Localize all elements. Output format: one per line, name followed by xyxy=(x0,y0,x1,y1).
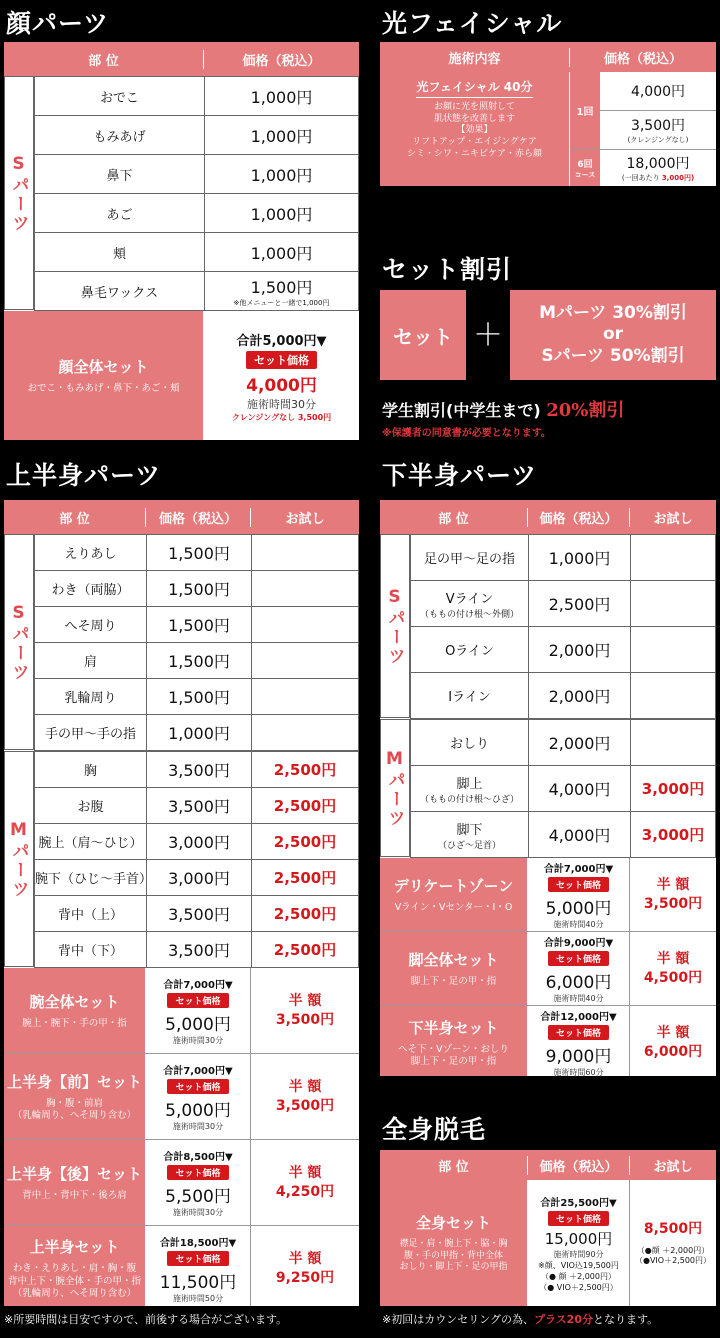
part-name xyxy=(35,679,147,715)
table-row xyxy=(35,535,359,571)
course-label: コース xyxy=(574,170,596,179)
discount-or: or xyxy=(602,324,624,345)
table-row xyxy=(411,581,716,627)
part-label: 足の甲～足の指 xyxy=(423,552,515,567)
discount-m: Mパーツ 30%割引 xyxy=(539,303,687,324)
part-name: もみあげ xyxy=(35,116,205,155)
part-label: お腹 xyxy=(77,800,104,815)
part-trial: 3,000円 xyxy=(631,766,716,812)
lower-table xyxy=(380,500,716,1076)
col-part: 部 位 xyxy=(4,50,204,69)
part-price: 3,500円 xyxy=(147,752,252,788)
body-opt2: （● VIO＋2,500円） xyxy=(539,1282,618,1292)
price-value: 1,000円 xyxy=(250,126,313,146)
part-name: 鼻下 xyxy=(35,155,205,194)
col-price: 価格（税込） xyxy=(146,508,251,527)
note-a: ※初回はカウンセリングの為、 xyxy=(382,1313,534,1326)
set-row xyxy=(4,968,359,1054)
body-set-desc: 襟足・肩・腕上下・脇・胸 腹・手の甲指・背中全体 おしり・脚上下・足の甲指 xyxy=(399,1238,508,1273)
part-trial xyxy=(631,581,716,627)
set-badge: セット価格 xyxy=(167,1079,228,1094)
lower-m-rows xyxy=(410,719,716,858)
set-price: 5,000円 xyxy=(165,1014,231,1035)
part-label: 脚下 xyxy=(456,822,483,838)
table-row xyxy=(411,720,716,766)
part-name: 鼻毛ワックス xyxy=(35,272,205,311)
body-vio: ※顔、VIO込19,500円 xyxy=(538,1260,619,1270)
part-trial xyxy=(252,571,359,607)
set-trial: 3,500円 xyxy=(275,1011,335,1028)
part-trial: 2,500円 xyxy=(252,896,359,932)
set-desc: 脚上下・足の甲・指 xyxy=(410,975,497,987)
half-label: 半 額 xyxy=(288,1251,322,1268)
price-value: 1,000円 xyxy=(250,243,313,263)
set-time: 施術時間30分 xyxy=(172,1035,224,1045)
body-title: 全身脱毛 xyxy=(382,1115,487,1144)
table-row xyxy=(411,535,716,581)
col-part: 部 位 xyxy=(4,508,146,527)
part-name xyxy=(35,752,147,788)
set-price-cell xyxy=(146,1054,251,1139)
set-name-cell xyxy=(380,858,528,931)
set-desc: Vライン・Vセンター・I・O xyxy=(394,901,513,913)
part-price xyxy=(205,194,359,233)
discount-detail xyxy=(510,290,716,380)
part-price xyxy=(205,233,359,272)
discount-set: セット xyxy=(380,290,466,380)
upper-note: ※所要時間は目安ですので、前後する場合がございます。 xyxy=(4,1313,288,1326)
col-trial: お試し xyxy=(653,1159,693,1175)
part-label: 手の甲～手の指 xyxy=(44,727,136,742)
set-price: 11,500円 xyxy=(159,1272,237,1293)
part-trial: 2,500円 xyxy=(252,788,359,824)
col-part: 部 位 xyxy=(380,508,528,527)
table-row xyxy=(35,233,359,272)
set-desc: 腕上・腕下・手の甲・指 xyxy=(22,1017,127,1029)
table-row xyxy=(35,155,359,194)
set-name: 上半身【前】セット xyxy=(6,1072,142,1091)
body-table xyxy=(380,1150,716,1306)
set-note: クレンジングなし 3,500円 xyxy=(231,412,332,422)
set-time: 施術時間30分 xyxy=(172,1207,224,1217)
student-discount xyxy=(382,396,624,422)
part-price: 2,000円 xyxy=(529,673,631,719)
set-time: 施術時間60分 xyxy=(553,1067,604,1076)
set-name: デリケートゾーン xyxy=(393,876,514,895)
half-label: 半 額 xyxy=(288,1165,322,1182)
facial-price-1: 4,000円 xyxy=(600,72,716,111)
col-price: 価格（税込） xyxy=(528,508,630,527)
set-row xyxy=(4,1140,359,1226)
set-time: 施術時間30分 xyxy=(172,1121,224,1131)
part-price: 1,500円 xyxy=(147,535,252,571)
set-badge: セット価格 xyxy=(246,351,317,369)
part-name xyxy=(411,720,529,766)
table-row xyxy=(35,272,359,311)
set-total: 合計7,000円▼ xyxy=(543,863,614,875)
half-label: 半 額 xyxy=(656,951,690,968)
facial-desc: 肌状態を改善します xyxy=(433,113,515,124)
side-m-label: Mパーツ xyxy=(4,751,34,967)
set-name-cell xyxy=(4,1054,146,1139)
set-price: 9,000円 xyxy=(545,1046,612,1067)
body-note xyxy=(382,1311,658,1327)
part-price: 2,000円 xyxy=(529,720,631,766)
body-total: 合計25,500円▼ xyxy=(540,1197,617,1209)
discount-title: セット割引 xyxy=(382,255,513,284)
discount-s: Sパーツ 50%割引 xyxy=(541,345,685,366)
part-price: 4,000円 xyxy=(529,812,631,858)
part-name: 頬 xyxy=(35,233,205,272)
set-name-cell xyxy=(380,1006,528,1076)
part-trial: 3,000円 xyxy=(631,812,716,858)
table-row xyxy=(411,627,716,673)
set-time: 施術時間40分 xyxy=(553,919,604,929)
set-price: 5,000円 xyxy=(165,1100,231,1121)
facial-desc: 【効果】 xyxy=(456,125,493,136)
part-label: 腕上（肩～ひじ） xyxy=(38,836,143,851)
set-price-cell xyxy=(528,1006,630,1076)
set-price: 5,500円 xyxy=(165,1186,231,1207)
set-total: 合計9,000円▼ xyxy=(543,937,614,949)
set-name: 顔全体セット xyxy=(58,358,149,377)
part-trial xyxy=(252,607,359,643)
set-badge: セット価格 xyxy=(548,951,609,966)
upper-s-rows xyxy=(34,534,359,751)
set-trial-cell xyxy=(251,1140,359,1225)
lower-s-rows xyxy=(410,534,716,719)
set-row xyxy=(380,1006,716,1076)
part-trial: 2,500円 xyxy=(252,932,359,968)
set-trial: 3,500円 xyxy=(643,895,703,912)
note-b: となります。 xyxy=(592,1313,659,1326)
student-label: 学生割引(中学生まで) xyxy=(382,401,541,420)
part-label: Iライン xyxy=(448,690,491,705)
facial-name: 光フェイシャル 40分 xyxy=(416,78,532,98)
facial-price-2: 3,500円 xyxy=(630,117,686,134)
part-trial xyxy=(631,535,716,581)
set-trial: 4,250円 xyxy=(275,1183,335,1200)
part-price xyxy=(205,116,359,155)
set-trial: 9,250円 xyxy=(275,1269,335,1286)
part-name xyxy=(35,932,147,968)
price-value: 1,000円 xyxy=(250,87,313,107)
set-price: 6,000円 xyxy=(545,972,612,993)
table-row xyxy=(35,116,359,155)
upper-m-rows xyxy=(34,751,359,968)
part-price xyxy=(205,272,359,311)
table-row xyxy=(35,571,359,607)
side-s-label: Sパーツ xyxy=(4,76,34,310)
part-label: おしり xyxy=(449,737,489,752)
part-label: へそ周り xyxy=(64,619,117,634)
set-trial-cell xyxy=(630,1006,716,1076)
col-trial: お試し xyxy=(285,511,325,527)
set-desc: へそ下・Vゾーン・おしり 脚上下・足の甲・指 xyxy=(398,1043,509,1067)
part-trial xyxy=(631,720,716,766)
price-value: 1,500円 xyxy=(250,277,313,297)
set-desc: わき・えりあし・肩・胸・腹 背中上下・腕全体・手の甲・指 （乳輪周り、へそ周り含む） xyxy=(7,1263,141,1300)
part-price: 3,500円 xyxy=(147,788,252,824)
part-name xyxy=(35,715,147,751)
price-value: 1,000円 xyxy=(250,165,313,185)
table-row xyxy=(35,607,359,643)
set-row xyxy=(4,1226,359,1306)
table-row xyxy=(411,766,716,812)
set-desc: 胸・腹・前肩 （乳輪周り、へそ周り含む） xyxy=(12,1097,137,1121)
set-trial: 4,500円 xyxy=(643,969,703,986)
part-name xyxy=(35,896,147,932)
part-trial xyxy=(252,535,359,571)
set-badge: セット価格 xyxy=(167,1251,228,1266)
set-total: 合計7,000円▼ xyxy=(163,979,233,991)
set-name: 上半身【後】セット xyxy=(6,1164,142,1183)
part-trial: 2,500円 xyxy=(252,860,359,896)
set-desc: 背中上・背中下・後ろ肩 xyxy=(22,1189,127,1201)
part-name xyxy=(411,766,529,812)
part-price: 1,500円 xyxy=(147,607,252,643)
face-rows xyxy=(34,76,359,311)
facial-price-3: 18,000円 xyxy=(626,156,690,172)
table-row xyxy=(35,715,359,751)
set-price-cell xyxy=(528,858,630,931)
set-trial-cell xyxy=(251,968,359,1053)
facial-desc: お顔に光を照射して xyxy=(433,102,515,112)
part-name: おでこ xyxy=(35,77,205,116)
part-name xyxy=(35,607,147,643)
half-label: 半 額 xyxy=(656,877,690,894)
side-m-label: Mパーツ xyxy=(380,719,410,857)
part-price: 3,500円 xyxy=(147,932,252,968)
face-set xyxy=(4,311,204,440)
table-row xyxy=(35,860,359,896)
set-trial: 3,500円 xyxy=(275,1097,335,1114)
body-trial-opt2: （●VIO＋2,500円） xyxy=(634,1256,711,1266)
part-price: 3,500円 xyxy=(147,896,252,932)
set-trial: 6,000円 xyxy=(643,1043,703,1060)
lower-title: 下半身パーツ xyxy=(382,461,538,490)
plus-icon: ＋ xyxy=(473,318,503,353)
half-label: 半 額 xyxy=(656,1025,690,1042)
part-label: わき（両脇） xyxy=(51,583,130,598)
set-row xyxy=(380,932,716,1006)
set-price-cell xyxy=(146,968,251,1053)
face-title: 顔パーツ xyxy=(6,9,110,38)
table-row xyxy=(35,194,359,233)
set-badge: セット価格 xyxy=(167,1165,228,1180)
part-label: Oライン xyxy=(445,644,494,659)
body-price: 15,000円 xyxy=(544,1229,613,1248)
part-label: 胸 xyxy=(83,764,97,779)
part-label: 背中（下） xyxy=(57,944,123,959)
set-name: 脚全体セット xyxy=(408,950,499,969)
part-name xyxy=(411,581,529,627)
body-opt1: （● 顔 ＋2,000円） xyxy=(541,1271,616,1281)
set-price-cell xyxy=(146,1226,251,1306)
upper-table xyxy=(4,500,359,1306)
table-row xyxy=(411,812,716,858)
body-badge: セット価格 xyxy=(548,1211,609,1226)
table-row xyxy=(35,643,359,679)
student-note: ※保護者の同意書が必要となります。 xyxy=(382,428,551,439)
set-trial-cell xyxy=(630,932,716,1005)
set-row xyxy=(380,858,716,932)
part-name xyxy=(35,824,147,860)
part-price: 2,000円 xyxy=(529,627,631,673)
col-part: 部 位 xyxy=(380,1156,528,1175)
part-trial: 2,500円 xyxy=(252,824,359,860)
set-badge: セット価格 xyxy=(548,1025,609,1040)
part-trial xyxy=(252,715,359,751)
facial-table xyxy=(380,42,716,186)
part-price: 3,000円 xyxy=(147,860,252,896)
set-time: 施術時間30分 xyxy=(247,397,316,411)
part-price: 1,000円 xyxy=(529,535,631,581)
part-price: 3,000円 xyxy=(147,824,252,860)
part-trial xyxy=(631,673,716,719)
part-label: 脚上 xyxy=(456,776,483,792)
half-label: 半 額 xyxy=(288,1079,322,1096)
table-row xyxy=(35,824,359,860)
part-label: 肩 xyxy=(83,655,97,670)
part-label: 腕下（ひじ～手首） xyxy=(35,872,153,887)
face-table xyxy=(4,42,359,440)
body-time: 施術時間90分 xyxy=(553,1249,604,1259)
body-set-name: 全身セット xyxy=(415,1213,491,1232)
part-name xyxy=(411,812,529,858)
set-name-cell xyxy=(380,932,528,1005)
part-label: えりあし xyxy=(64,547,117,562)
part-sub: （ひざ～足首） xyxy=(437,840,501,851)
part-name xyxy=(411,535,529,581)
part-name xyxy=(35,788,147,824)
part-price xyxy=(205,155,359,194)
set-price: 4,000円 xyxy=(246,375,317,396)
part-label: 背中（上） xyxy=(57,908,123,923)
part-price: 1,500円 xyxy=(147,571,252,607)
set-desc: おでこ・もみあげ・鼻下・あご・頬 xyxy=(27,383,180,395)
set-total: 合計18,500円▼ xyxy=(159,1237,237,1249)
part-sub: （ももの付け根～外側） xyxy=(419,609,519,620)
part-sub: （ももの付け根～ひざ） xyxy=(419,794,520,805)
student-rate: 20%割引 xyxy=(546,400,625,421)
part-price: 1,500円 xyxy=(147,679,252,715)
set-name: 腕全体セット xyxy=(29,992,120,1011)
set-badge: セット価格 xyxy=(167,993,228,1008)
set-price-cell xyxy=(146,1140,251,1225)
table-row xyxy=(35,788,359,824)
part-name xyxy=(35,571,147,607)
part-price xyxy=(205,77,359,116)
part-name xyxy=(35,643,147,679)
price-note: ※他メニューと一緒で1,000円 xyxy=(233,298,330,307)
part-trial xyxy=(252,643,359,679)
part-name xyxy=(35,535,147,571)
side-s-label: Sパーツ xyxy=(4,534,34,750)
part-name xyxy=(35,860,153,896)
set-trial-cell xyxy=(630,858,716,931)
set-trial-cell xyxy=(251,1054,359,1139)
part-name xyxy=(411,627,529,673)
set-total: 合計7,000円▼ xyxy=(163,1065,233,1077)
table-row xyxy=(35,932,359,968)
facial-desc: シミ・シワ・ニキビケア・赤ら顔 xyxy=(406,148,542,159)
part-name xyxy=(411,673,529,719)
table-row xyxy=(35,752,359,788)
set-total: 合計12,000円▼ xyxy=(540,1011,617,1023)
part-name: あご xyxy=(35,194,205,233)
once-label: 1回 xyxy=(570,72,600,149)
table-row xyxy=(411,673,716,719)
price-value: 1,000円 xyxy=(250,204,313,224)
set-price: 5,000円 xyxy=(545,898,612,919)
upper-title: 上半身パーツ xyxy=(6,461,162,490)
side-s-label: Sパーツ xyxy=(380,534,410,718)
part-price: 1,500円 xyxy=(147,643,252,679)
part-label: Vライン xyxy=(445,591,494,607)
body-trial: 8,500円 xyxy=(643,1220,703,1237)
set-price-cell xyxy=(528,932,630,1005)
table-row xyxy=(35,679,359,715)
set-name: 下半身セット xyxy=(408,1018,499,1037)
six-label: 6回 xyxy=(577,159,593,170)
col-treatment: 施術内容 xyxy=(380,48,570,67)
set-name: 上半身セット xyxy=(29,1238,120,1257)
table-row xyxy=(35,896,359,932)
part-price: 2,500円 xyxy=(529,581,631,627)
col-price: 価格（税込） xyxy=(528,1156,630,1175)
set-row xyxy=(4,1054,359,1140)
upper-sets xyxy=(4,968,359,1306)
col-price: 価格（税込） xyxy=(242,53,321,69)
body-trial-opt1: （●顔 ＋2,000円） xyxy=(636,1245,710,1255)
part-price: 4,000円 xyxy=(529,766,631,812)
table-row xyxy=(35,77,359,116)
set-time: 施術時間40分 xyxy=(553,993,604,1003)
part-trial xyxy=(631,627,716,673)
set-name-cell xyxy=(4,968,146,1053)
col-trial: お試し xyxy=(653,511,693,527)
facial-desc: リフトアップ・エイジングケア xyxy=(412,137,537,148)
col-price: 価格（税込） xyxy=(603,51,682,67)
set-name-cell xyxy=(4,1140,146,1225)
lower-sets xyxy=(380,858,716,1076)
part-label: 乳輪周り xyxy=(64,691,117,706)
facial-price-3-note: (一回あたり xyxy=(621,174,660,182)
note-red: プラス20分 xyxy=(534,1313,593,1326)
set-trial-cell xyxy=(251,1226,359,1306)
half-label: 半 額 xyxy=(288,993,322,1010)
set-total: 合計8,500円▼ xyxy=(163,1151,233,1163)
facial-price-2-note: (クレンジングなし) xyxy=(627,135,689,144)
part-price: 1,000円 xyxy=(147,715,252,751)
set-name-cell xyxy=(4,1226,146,1306)
set-total: 合計5,000円▼ xyxy=(236,333,327,349)
facial-price-3-per: 3,000円) xyxy=(661,174,695,182)
set-badge: セット価格 xyxy=(548,877,609,892)
facial-title: 光フェイシャル xyxy=(382,9,563,38)
part-trial: 2,500円 xyxy=(252,752,359,788)
part-trial xyxy=(252,679,359,715)
set-time: 施術時間50分 xyxy=(172,1293,224,1303)
